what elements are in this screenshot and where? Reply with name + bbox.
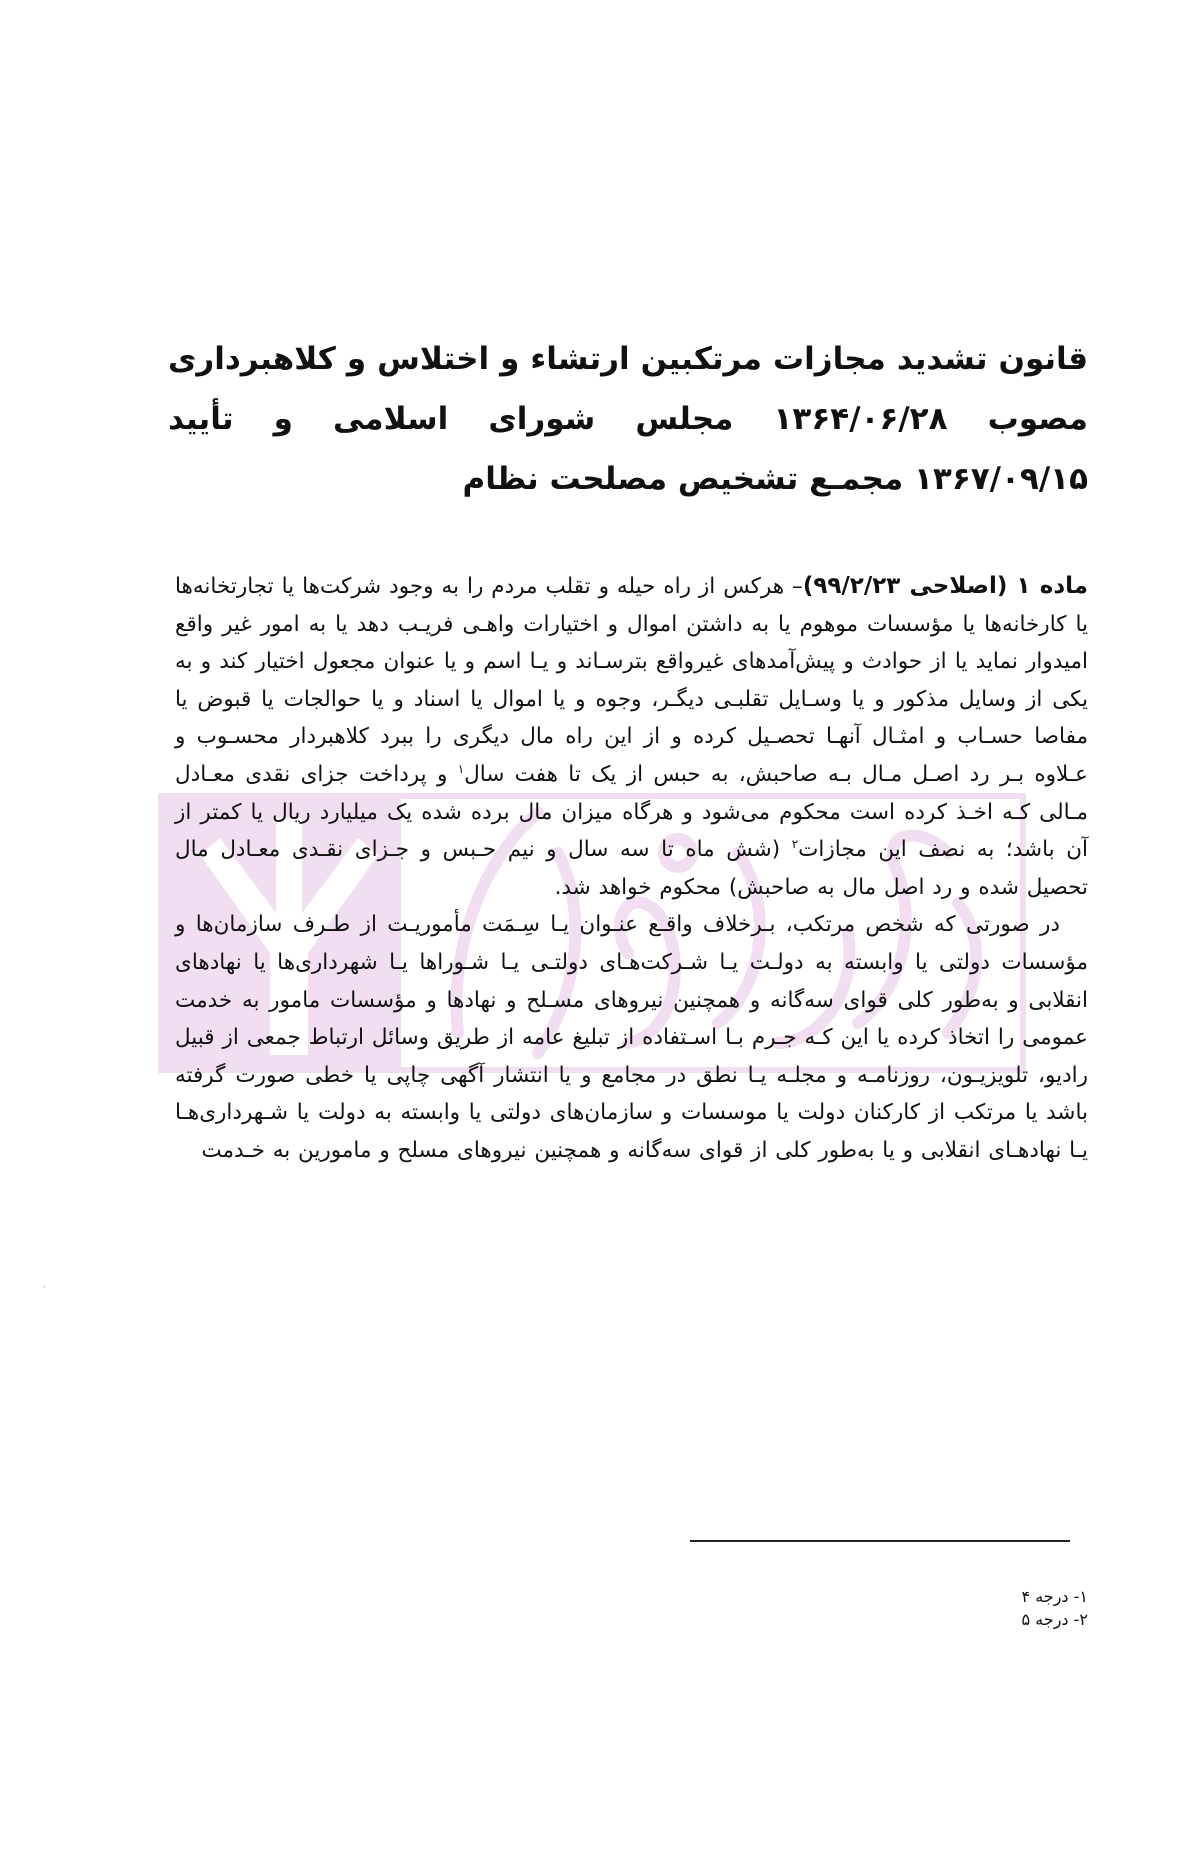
footnote-1: ۱- درجه ۴ [1021, 1587, 1088, 1606]
footnote-reference-1[interactable]: ۱ [457, 761, 465, 776]
footnote-2: ۲- درجه ۵ [1021, 1610, 1088, 1629]
article-body [175, 568, 1088, 1170]
article-paragraph-1 [175, 568, 1088, 906]
footnotes [688, 1585, 1088, 1631]
article-heading: ماده ۱ (اصلاحی ۹۹/۲/۲۳) [802, 573, 1088, 599]
document-title: قانون تشدید مجازات مرتکبین ارتشاء و اختلاس و کلاهبرداری مصوب ۱۳۶۴/۰۶/۲۸ مجلس شورای اسلامی و تأیید ۱۳۶۷/۰۹/۱۵ مجمـع تشخیص مصلحت نظام [168, 340, 1089, 497]
footnote-reference-2[interactable]: ۲ [791, 837, 799, 851]
article-text-part-3: (شش ماه تا سه سال و نیم حـبس و جـزای نقـدی معـادل مال تحصیل شده و رد اصل مال به صاحبش) محکوم خواهد شد. [175, 837, 1088, 900]
article-text-part-1: – هرکس از راه حیله و تقلب مردم را به وجود شرکت‌ها یا تجارتخانه‌ها یا کارخانه‌ها یا مؤسسات موهوم یا به داشتن اموال و اختیارات واهـی فریـب دهد یا به امور غیر واقع امیدوار نماید یا از حوادث و پیش‌آمدهای غیرواقع بترسـاند و یـا اسم و یا عنوان مجعول اختیار کند و به یکی از وسایل مذکور و یا وسـایل تقلبـی دیگـر، وجوه و یا اموال یا اسناد و یا حوالجات یا قبوض یا مفاصا حسـاب و امثـال آنهـا تحصـیل کرده و از این راه مال دیگری را ببرد کلاهبردار محسـوب و عـلاوه بـر رد اصـل مـال بـه صاحبش، به حبس از یک تا هفت سال [175, 574, 1088, 787]
footnote-divider [690, 1540, 1070, 1542]
article-paragraph-2: در صورتی که شخص مرتکب، بـرخلاف واقـع عنـوان یـا سِـمَت مأموریـت از طـرف سازمان‌ها و مؤسسات دولتی یا وابسته به دولـت یـا شـرکت‌هـای دولتـی یـا شـوراها یـا شهرداری‌ها یا نهادهای انقلابی و به‌طور کلی قوای سه‌گانه و همچنین نیروهای مسـلح و نهادها و مؤسسات مامور به خدمت عمومی را اتخاذ کرده یا این کـه جـرم بـا اسـتفاده از تبلیغ عامه از طریق وسائل ارتباط جمعی از قبیل رادیو، تلویزیـون، روزنامـه و مجلـه یـا نطق در مجامع و یا انتشار آگهی چاپی یا خطی صورت گرفته باشد یا مرتکب از کارکنان دولت یا موسسات و سازمان‌های دولتی یا وابسته به دولت یا شـهرداری‌هـا یـا نهادهـای انقلابی و یا به‌طور کلی از قوای سه‌گانه و همچنین نیروهای مسلح و مامورین به خـدمت [175, 912, 1088, 1163]
scan-margin-speck [44, 1286, 45, 1288]
article-text-part-2: و پرداخت جزای نقدی معـادل مـالی کـه اخـذ کرده است محکوم می‌شود و هرگاه میزان مال برده شده یک میلیارد ریال یا کمتر از آن باشد؛ به نصف این مجازات [175, 761, 1088, 863]
